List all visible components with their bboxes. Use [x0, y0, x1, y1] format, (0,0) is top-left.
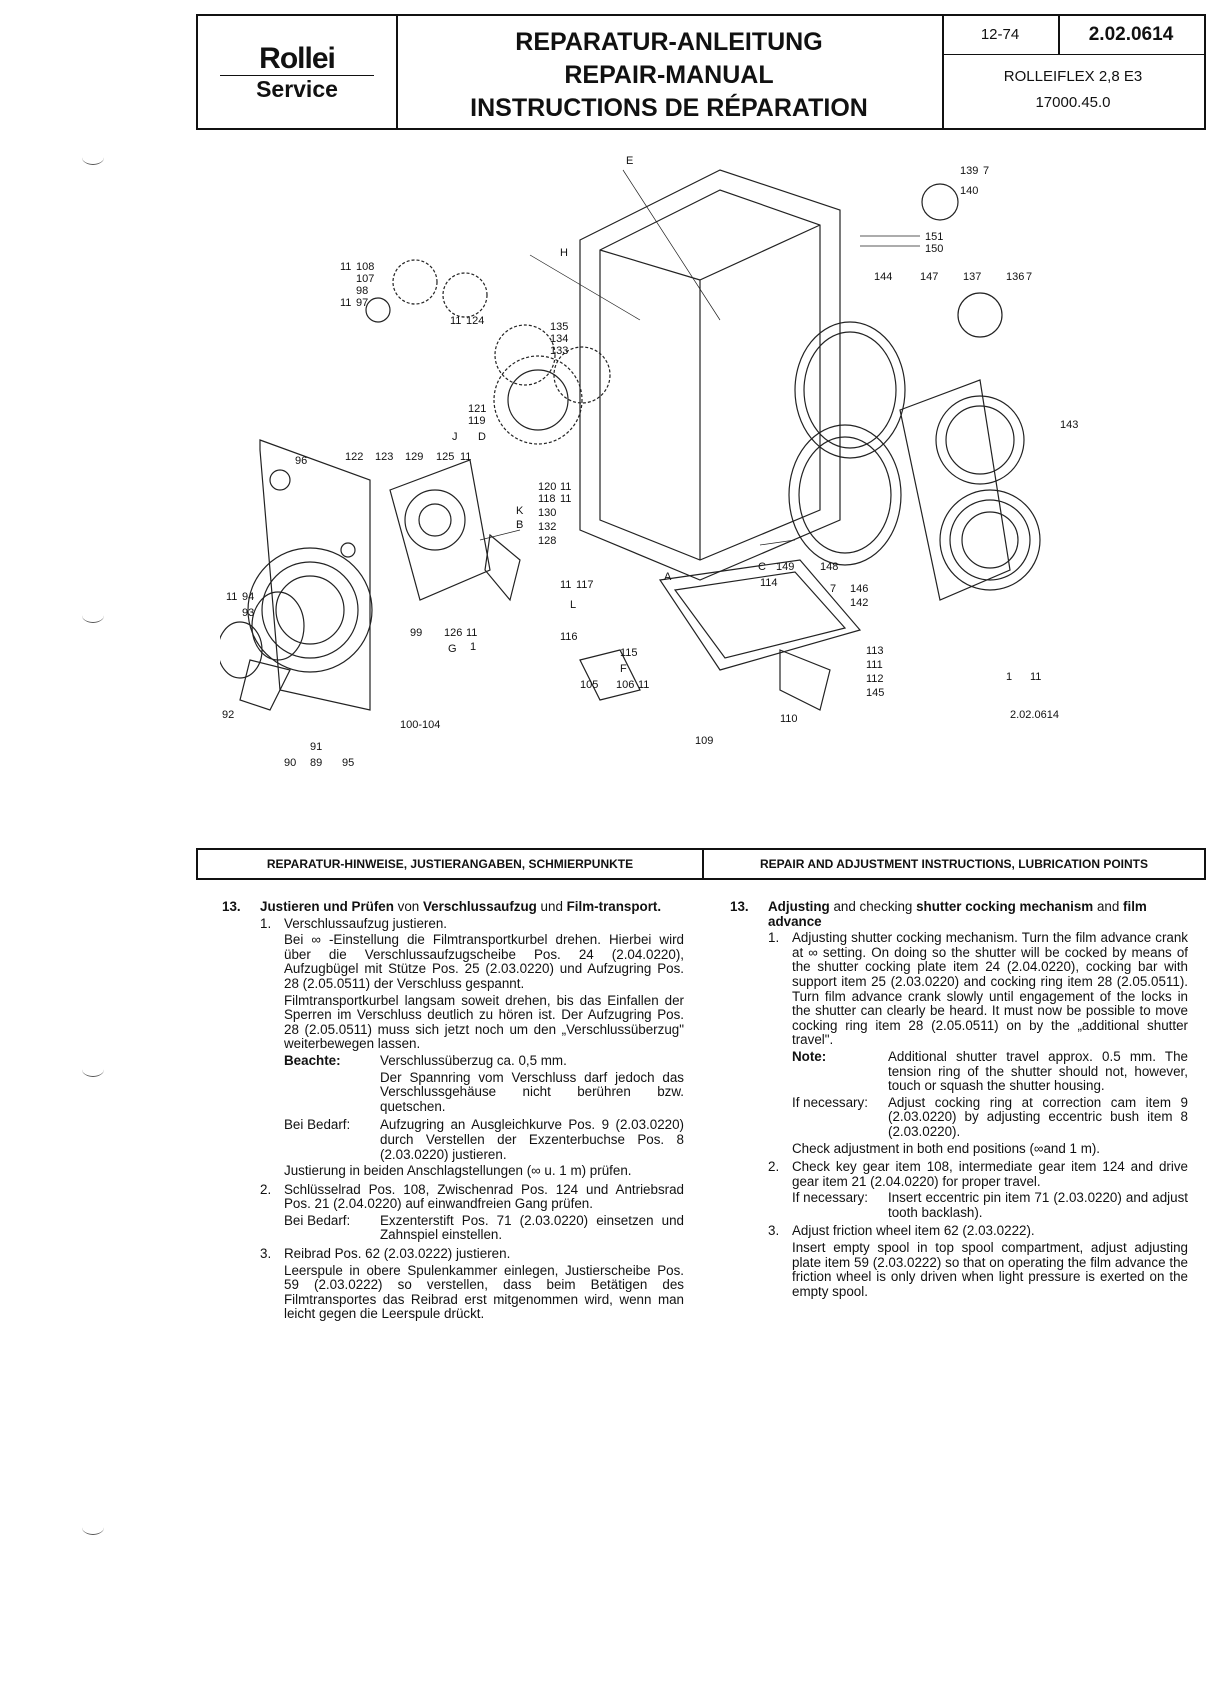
diagram-label: 147	[920, 271, 939, 283]
diagram-label: 122	[345, 451, 364, 463]
diagram-label: 151	[925, 231, 944, 243]
diagram-label: 146	[850, 583, 869, 595]
diagram-label: 106	[616, 679, 635, 691]
diagram-label: 90	[284, 757, 297, 769]
diagram-label: 11	[466, 627, 478, 639]
sub-step-number: 2.	[768, 1159, 780, 1175]
sub-step-title: Adjust friction wheel item 62 (2.03.0222).	[792, 1223, 1035, 1239]
paragraph: Adjusting shutter cocking mechanism. Turn the film advance crank at ∞ setting. On doing so the shutter will be cocked by means of the shutter cocking plate item 24 (2.04.0220), cocking bar with support item 25 (2.03.0220) and cocking ring item 28 (2.05.0511). Turn film advance crank slowly until engagement of the locks in the shutter can clearly be heard. It must now be possible to move cocking ring item 28 (2.05.0511) on by the „additional shutter travel".	[792, 930, 1188, 1048]
diagram-label: 92	[222, 709, 235, 721]
diagram-label: 150	[925, 243, 944, 255]
step-title	[768, 900, 1188, 929]
paragraph: Check adjustment in both end positions (∞and 1 m).	[792, 1140, 1101, 1156]
sub-step-number: 2.	[260, 1181, 272, 1197]
diagram-label: 145	[866, 687, 885, 699]
title-cell	[396, 16, 944, 128]
diagram-label: 100-104	[400, 719, 441, 731]
diagram-labels	[222, 155, 1078, 769]
diagram-label: 143	[1060, 419, 1079, 431]
sub-step-number: 3.	[260, 1246, 272, 1262]
note	[284, 1054, 684, 1116]
diagram-label: 96	[295, 455, 308, 467]
paragraph: Insert empty spool in top spool compartment, adjust adjusting plate item 59 (2.03.0222) so that on operating the film advance the friction wheel is only driven when light pressure is exerted on the empty spool.	[792, 1240, 1188, 1299]
diagram-label: H	[560, 247, 568, 259]
diagram-label: 95	[342, 757, 355, 769]
diagram-label: K	[516, 505, 524, 517]
sub-step	[768, 1160, 1188, 1222]
diagram-label: 11	[560, 493, 572, 505]
note-line: Der Spannring vom Verschluss darf jedoch das Verschlussgehäuse nicht berühren bzw. quetschen.	[380, 1069, 684, 1114]
sub-step-body	[284, 1183, 684, 1245]
diagram-label: 124	[466, 315, 485, 327]
diagram-artwork	[220, 170, 1040, 710]
brand-logo: Rollei	[259, 42, 335, 75]
diagram-label: 7	[1026, 271, 1033, 283]
margin-tick	[82, 1520, 104, 1535]
instructions-en	[730, 900, 1188, 1303]
margin-tick	[82, 608, 104, 623]
sub-step	[768, 931, 1188, 1158]
diagram-label: 132	[538, 521, 557, 533]
margin-tick	[82, 1062, 104, 1077]
diagram-label: 11	[226, 591, 238, 603]
diagram-label: 99	[410, 627, 423, 639]
instructions-de	[222, 900, 684, 1326]
diagram-label: 7	[983, 165, 990, 177]
diagram-label: 116	[560, 631, 578, 643]
issue-date: 12-74	[942, 16, 1060, 55]
diagram-label: 94	[242, 591, 255, 603]
paragraph: Leerspule in obere Spulenkammer einlegen, Justierscheibe Pos. 59 (2.03.0222) so verstellen, dass beim Betätigen des Filmtransportes das Reibrad erst mitgenommen wird, wenn man leicht gegen die Leerspule drückt.	[284, 1262, 684, 1322]
header	[196, 14, 1206, 130]
diagram-label: 11	[460, 451, 472, 463]
diagram-label: 112	[866, 673, 884, 685]
diagram-label: 126	[444, 627, 463, 639]
margin-tick	[82, 150, 104, 165]
diagram-label: 125	[436, 451, 455, 463]
title-fr: INSTRUCTIONS DE RÉPARATION	[470, 94, 868, 122]
diagram-label: 11	[560, 579, 572, 591]
diagram-label: 91	[310, 741, 323, 753]
step-title-part: film advance	[768, 899, 1147, 929]
sub-step-number: 3.	[768, 1223, 780, 1239]
note	[792, 1050, 1188, 1094]
sub-step	[260, 1247, 684, 1324]
diagram-label: 134	[550, 333, 569, 345]
note-key: If necessary:	[792, 1094, 868, 1110]
diagram-label: 110	[780, 713, 798, 725]
step-heading	[222, 900, 684, 915]
diagram-label: 148	[820, 561, 839, 573]
sub-step	[260, 1183, 684, 1245]
note-value: Insert eccentric pin item 71 (2.03.0220) and adjust tooth backlash).	[888, 1190, 1188, 1220]
diagram-label: 136	[1006, 271, 1025, 283]
note-key: Note:	[792, 1048, 827, 1064]
note-value: Exzenterstift Pos. 71 (2.03.0220) einsetzen und Zahnspiel einstellen.	[380, 1212, 684, 1243]
diagram-label: A	[664, 571, 672, 583]
camera-model: ROLLEIFLEX 2,8 E3	[1003, 68, 1143, 85]
if-needed	[284, 1214, 684, 1243]
sub-step-number: 1.	[768, 930, 780, 946]
diagram-label: B	[516, 519, 524, 531]
diagram-label: 128	[538, 535, 557, 547]
title-en: REPAIR-MANUAL	[564, 61, 774, 89]
diagram-label: 133	[550, 345, 569, 357]
note-value: Adjust cocking ring at correction cam item 9 (2.03.0220) by adjusting eccentric bush item 8 (2.03.0220).	[888, 1094, 1188, 1139]
note-key: Bei Bedarf:	[284, 1117, 351, 1133]
diagram-label: 130	[538, 507, 557, 519]
meta-cell	[942, 16, 1204, 128]
sub-step-title: Check key gear item 108, intermediate gear item 124 and drive gear item 21 (2.04.0220) for proper travel.	[792, 1159, 1188, 1189]
diagram-label: G	[448, 643, 457, 655]
part-number: 17000.45.0	[1035, 94, 1111, 111]
diagram-label: 149	[776, 561, 795, 573]
step-title-part: Adjusting	[768, 899, 830, 914]
diagram-label: 144	[874, 271, 893, 283]
note-value: Aufzugring an Ausgleichkurve Pos. 9 (2.03.0220) durch Verstellen der Exzenterbuchse Pos. 8 (2.03.0220) justieren.	[380, 1117, 684, 1162]
sub-step-body	[792, 1160, 1188, 1222]
diagram-label: 1	[470, 641, 477, 653]
diagram-label: 93	[242, 607, 255, 619]
sub-step-title: Reibrad Pos. 62 (2.03.0222) justieren.	[284, 1246, 511, 1262]
diagram-label: 1	[1006, 671, 1013, 683]
exploded-view-diagram	[220, 150, 1120, 790]
sub-step-body	[792, 1224, 1188, 1301]
step-title-part: Film-transport.	[566, 899, 662, 914]
sub-step-body	[284, 1247, 684, 1324]
step-number: 13.	[730, 899, 749, 914]
sub-step-number: 1.	[260, 915, 272, 931]
title-de: REPARATUR-ANLEITUNG	[515, 28, 823, 56]
note-key: Beachte:	[284, 1052, 341, 1068]
sub-step-title: Verschlussaufzug justieren.	[284, 915, 448, 931]
note-value	[380, 1054, 684, 1116]
step-heading	[730, 900, 1188, 929]
section-heading-en: REPAIR AND ADJUSTMENT INSTRUCTIONS, LUBRICATION POINTS	[704, 848, 1206, 880]
diagram-label: 11	[1030, 671, 1042, 683]
diagram-label: F	[620, 663, 627, 675]
note-line: Verschlussüberzug ca. 0,5 mm.	[380, 1052, 567, 1068]
diagram-label: 117	[576, 579, 594, 591]
diagram-label: 121	[468, 403, 487, 415]
step-title	[260, 900, 684, 915]
if-needed	[284, 1118, 684, 1162]
section-heading-de: REPARATUR-HINWEISE, JUSTIERANGABEN, SCHMIERPUNKTE	[196, 848, 704, 880]
brand-cell	[198, 16, 398, 128]
diagram-label: 2.02.0614	[1010, 709, 1059, 721]
paragraph: Filmtransportkurbel langsam soweit drehen, bis das Einfallen der Sperren im Verschluss deutlich zu hören ist. Der Aufzugring Pos. 28 (2.05.0511) muss sich jetzt noch um den „Verschlussüberzug" weiterbewegen lassen.	[284, 992, 684, 1052]
step-title-part: shutter cocking mechanism	[916, 899, 1094, 914]
service-label: Service	[256, 76, 338, 102]
note-key: Bei Bedarf:	[284, 1212, 351, 1228]
step-title-part: and checking	[829, 899, 917, 914]
step-number: 13.	[222, 899, 241, 914]
diagram-label: 120	[538, 481, 557, 493]
diagram-label: 11	[340, 297, 352, 309]
diagram-label: 108	[356, 261, 375, 273]
diagram-label: 119	[468, 415, 486, 427]
diagram-label: 11	[340, 261, 352, 273]
diagram-label: 135	[550, 321, 569, 333]
diagram-label: 109	[695, 735, 714, 747]
diagram-label: 129	[405, 451, 424, 463]
diagram-label: 107	[356, 273, 375, 285]
diagram-label: 11	[638, 679, 650, 691]
note-key: If necessary:	[792, 1190, 868, 1206]
if-needed	[792, 1096, 1188, 1140]
diagram-label: 11	[450, 315, 462, 327]
diagram-label: C	[758, 561, 766, 573]
sub-step-title: Schlüsselrad Pos. 108, Zwischenrad Pos. 124 und Antriebsrad Pos. 21 (2.04.0220) auf einwandfreien Gang prüfen.	[284, 1181, 684, 1212]
diagram-label: 118	[538, 493, 556, 505]
step-title-part: Justieren und Prüfen	[260, 899, 394, 914]
document-number: 2.02.0614	[1058, 16, 1204, 55]
sub-step	[768, 1224, 1188, 1301]
diagram-label: 123	[375, 451, 394, 463]
paragraph: Bei ∞ -Einstellung die Filmtransportkurbel drehen. Hierbei wird über die Verschlussaufzugscheibe Pos. 24 (2.04.0220), Aufzugbügel mit Stütze Pos. 25 (2.03.0220) und Aufzugring Pos. 28 (2.05.0511) der Verschluss gespannt.	[284, 932, 684, 991]
paragraph: Justierung in beiden Anschlagstellungen (∞ u. 1 m) prüfen.	[284, 1163, 632, 1179]
diagram-label: L	[570, 599, 577, 611]
diagram-label: 105	[580, 679, 599, 691]
diagram-label: 11	[560, 481, 572, 493]
diagram-label: 140	[960, 185, 979, 197]
sub-step	[260, 917, 684, 1181]
step-title-part: und	[536, 899, 567, 914]
sub-step-body	[284, 917, 684, 1181]
diagram-label: 113	[866, 645, 884, 657]
diagram-label: 97	[356, 297, 369, 309]
diagram-label: 111	[866, 659, 883, 671]
diagram-label: 137	[963, 271, 982, 283]
sub-step-body	[792, 931, 1188, 1158]
diagram-label: 114	[760, 577, 778, 589]
diagram-label: 139	[960, 165, 979, 177]
diagram-label: 7	[830, 583, 837, 595]
step-title-part: Verschlussaufzug	[422, 899, 537, 914]
diagram-label: 89	[310, 757, 323, 769]
note-value: Additional shutter travel approx. 0.5 mm. The tension ring of the shutter should not, however, touch or squash the shutter housing.	[888, 1048, 1188, 1094]
diagram-label: E	[626, 155, 634, 167]
diagram-svg	[220, 150, 1120, 790]
diagram-label: J	[452, 431, 458, 443]
diagram-label: 142	[850, 597, 869, 609]
step-title-part: von	[393, 899, 423, 914]
diagram-label: 98	[356, 285, 369, 297]
if-needed	[792, 1191, 1188, 1220]
step-title-part: and	[1093, 899, 1124, 914]
diagram-label: D	[478, 431, 486, 443]
diagram-label: 115	[620, 647, 638, 659]
